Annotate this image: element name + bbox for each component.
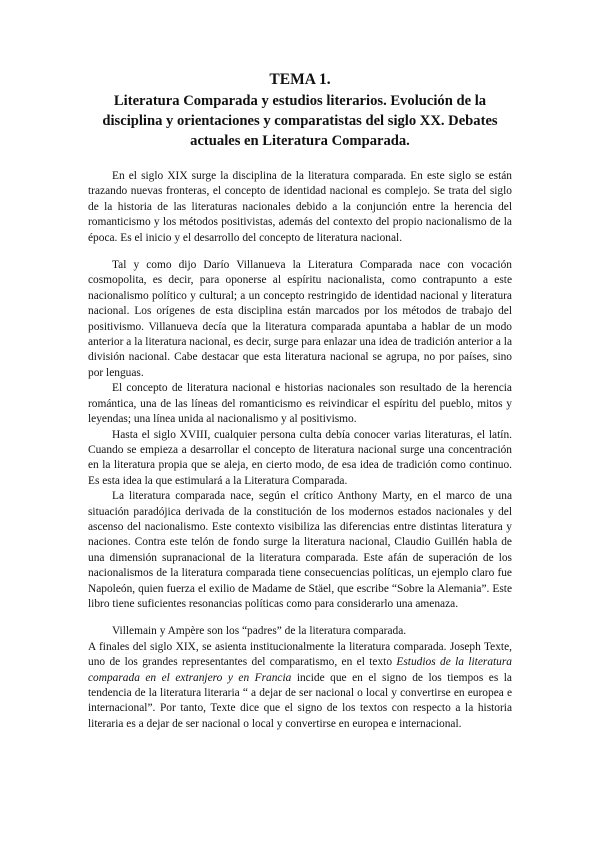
paragraph xyxy=(88,640,512,732)
book-title: Estudios de la literatura comparada en el extranjero y en Francia xyxy=(88,656,512,684)
chapter-title: Literatura Comparada y estudios literarios. Evolución de la disciplina y orientaciones y comparatistas del siglo XX. Debates actuales en Literatura Comparada. xyxy=(102,93,498,149)
paragraph: Villemain y Ampère son los “padres” de la literatura comparada. xyxy=(112,625,407,638)
chapter-number: TEMA 1. xyxy=(269,71,331,88)
paragraph: El concepto de literatura nacional e historias nacionales son resultado de la herencia romántica, una de las líneas del romanticismo es reivindicar el espíritu del pueblo, mitos y leyendas; una línea unida al nacionalismo y al positivismo. xyxy=(88,382,512,426)
document-body xyxy=(88,169,512,732)
paragraph-text: incide que en el signo de los tiempos es la tendencia de la literatura literaria “ a dejar de ser nacional o local y convertirse en europea e internacional”. Por tanto, Texte dice que el signo de los textos con respecto a la historia literaria es a dejar de ser nacional o local y convertirse en europea e internacional. xyxy=(88,671,512,730)
paragraph: Tal y como dijo Darío Villanueva la Literatura Comparada nace con vocación cosmopolita, es decir, para oponerse al espíritu nacionalista, como contrapunto a este nacionalismo político y cultural; a un concepto restringido de identidad nacional y literatura nacional. Los orígenes de esta disciplina están marcados por los métodos de trabajo del positivismo. Villanueva decía que la literatura comparada apuntaba a hablar de un modo anterior a la literatura nacional, es decir, surge para enlazar una idea de tradición anterior a la división nacional. Cabe destacar que esta literatura nacional se agrupa, no por países, sino por lenguas. xyxy=(88,259,512,379)
paragraph: Hasta el siglo XVIII, cualquier persona culta debía conocer varias literaturas, el latín. Cuando se empieza a desarrollar el concepto de literatura nacional surge una concentración en la literatura propia que se aleja, en cierto modo, de esa idea de tradición como continuo. Es esta idea la que estimulará a la Literatura Comparada. xyxy=(88,428,512,487)
paragraph-text: A finales del siglo XIX, se asienta institucionalmente la literatura comparada. Joseph Texte, uno de los grandes representantes del comparatismo, en el texto xyxy=(88,640,512,669)
document-heading xyxy=(88,70,512,151)
paragraph: En el siglo XIX surge la disciplina de la literatura comparada. En este siglo se están trazando nuevas fronteras, el concepto de identidad nacional es complejo. Se trata del siglo de la historia de las literaturas nacionales debido a la conjunción entre la herencia del romanticismo y los métodos positivistas, además del contexto del propio nacionalismo de la época. Es el inicio y el desarrollo del concepto de literatura nacional. xyxy=(88,170,512,244)
paragraph: La literatura comparada nace, según el crítico Anthony Marty, en el marco de una situación paradójica derivada de la constitución de los modernos estados nacionales y del ascenso del nacionalismo. Este contexto visibiliza las diferencias entre distintas literatura y naciones. Contra este telón de fondo surge la literatura nacional, Claudio Guillén habla de una dimensión supranacional de la literatura comparada. Este afán de superación de los nacionalismos de la literatura comparada tiene consecuencias políticas, un ejemplo claro fue Napoleón, quien fuerza el exilio de Madame de Stäel, que escribe “Sobre la Alemania”. Este libro tiene suficientes resonancias políticas como para considerarlo una amenaza. xyxy=(88,490,512,610)
